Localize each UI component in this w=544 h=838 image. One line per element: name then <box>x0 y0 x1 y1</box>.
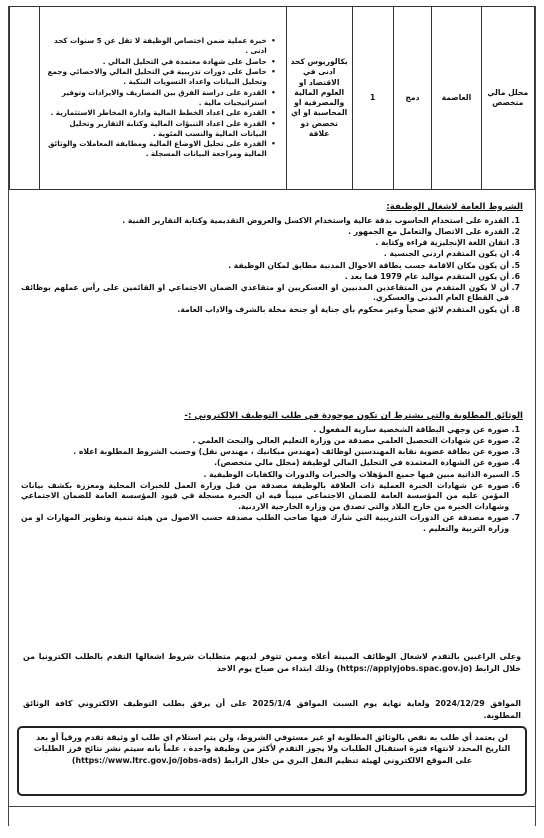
list-item: • خبرة عملية ضمن اختصاص الوظيفة لا تقل عن 5 سنوات كحد ادنى . <box>43 36 272 55</box>
list-item: 7. أن لا يكون المتقدم من المتقاعدين المدنيين او العسكريين او متقاعدي الضمان الاجتماعي او القائمين على رأس عملهم بوظائف في القطاع العام المدني والعسكري. <box>21 283 509 304</box>
section-title: الشروط العامة لاشغال الوظيفة: <box>386 202 523 212</box>
experience-list <box>43 36 282 159</box>
count-cell: 1 <box>352 7 393 190</box>
documents-list <box>21 425 523 534</box>
documents-section <box>21 411 523 535</box>
list-item: 6. أن يكون المتقدم مواليد عام 1979 فما بعد . <box>21 272 509 283</box>
list-item: 5. أن يكون مكان الاقامة حسب بطاقة الاحوال المدنية مطابق لمكان الوظيفة . <box>21 261 509 272</box>
notice-box: لن يعتمد أي طلب به نقص بالوثائق المطلوبة او غير مستوفي الشروط، ولن يتم استلام اي طلب او وثيقة تقدم ورقياً أو بعد التاريخ المحدد لانتهاء فترة استقبال الطلبات ولا يجوز التقدم لأكثر من وظيفة واحدة ، علماً بانه سيتم نشر نتائج فرز الطلبات على الموقع الالكتروني لهيئة تنظيم النقل البري من خلال الرابط (https://www.ltrc.gov.jo/jobs-ads) <box>17 726 527 796</box>
list-item: 3. اتقان اللغة الإنجليزية قراءة وكتابة . <box>21 238 509 249</box>
list-item: • حاصل على دورات تدريبية في التحليل المالي والاحصائي وجمع وتحليل البيانات واعداد التسويات البنكية . <box>43 67 272 86</box>
list-item: • القدرة على تحليل الاوضاع المالية ومطابقة المعاملات والوثائق المالية ومراجعة البيانات المسجلة . <box>43 139 272 158</box>
list-item: 8. أن يكون المتقدم لائق صحياً وغير محكوم بأي جناية أو جنحة مخلة بالشرف والاداب العامة. <box>21 305 509 316</box>
job-ad-page <box>8 6 536 826</box>
divider <box>9 806 535 807</box>
list-item: 2. صورة عن شهادات التحصيل العلمي مصدقة من وزارة التعليم العالي والبحث العلمي . <box>21 436 509 447</box>
list-item: • القدرة على اعداد التنبؤات المالية وكتابة التقارير وتحليل البيانات المالية والنسب المئوية . <box>43 119 272 138</box>
experience-cell <box>40 7 286 190</box>
list-item: 4. صورة عن الشهادة المعتمدة في التحليل المالي لوظيفة (محلل مالي متخصص). <box>21 458 509 469</box>
job-requirements-table <box>9 6 535 190</box>
empty-cell <box>10 7 40 190</box>
list-item: 7. صورة مصدقة عن الدورات التدريبية التي شارك فيها صاحب الطلب مصدقة حسب الاصول من هيئة تنمية وتطوير المهارات او من وزارة التربية والتعليم . <box>21 513 509 534</box>
list-item: • حاصل على شهادة معتمدة في التحليل المالي . <box>43 57 272 67</box>
list-item: • القدرة على دراسة الفرق بين المصاريف والايرادات وتوفير استراتيجيات مالية . <box>43 88 272 107</box>
list-item: 5. السيرة الذاتية مبين فيها جميع المؤهلات والخبرات والدورات والكفايات الوظيفية . <box>21 470 509 481</box>
list-item: 1. القدرة على استخدام الحاسوب بدقة عالية واستخدام الاكسل والعروض التقديمية وكتابة التقارير الفنية . <box>21 216 509 227</box>
location-cell: العاصمة <box>432 7 481 190</box>
general-conditions-section <box>21 202 523 316</box>
apply-paragraph: وعلى الراغبين بالتقدم لاشغال الوظائف المبينة أعلاه وممن تتوفر لديهم متطلبات شروط اشغالها التقدم بالطلب الكترونيا من خلال الرابط (https://applyjobs.spac.gov.jo) وذلك ابتداء من صباح يوم الاحد <box>23 652 521 673</box>
dates-paragraph: الموافق 2024/12/29 ولغاية نهاية يوم السبت الموافق 2025/1/4 على أن يرفق بطلب التوظيف الالكتروني كافة الوثائق المطلوبة. <box>23 699 521 720</box>
list-item: 4. ان يكون المتقدم اردني الجنسية . <box>21 249 509 260</box>
type-cell: دمج <box>393 7 432 190</box>
section-title: الوثائق المطلوبة والتي يشترط ان تكون موجودة في طلب التوظيف الالكتروني :- <box>184 411 523 421</box>
job-title-cell: محلل مالي متخصص <box>481 7 534 190</box>
qualification-cell: بكالوريوس كحد ادنى في الاقتصاد او العلوم المالية والمصرفية او المحاسبة او اي تخصص ذو علاقة <box>286 7 352 190</box>
table-row <box>10 7 535 190</box>
list-item: • القدرة على اعداد الخطط المالية وادارة المخاطر الاستثمارية . <box>43 108 272 118</box>
list-item: 3. صورة عن بطاقة عضوية نقابة المهندسين لوظائف (مهندس ميكانيك ، مهندس نقل) وحسب الشروط المطلوبة اعلاه . <box>21 447 509 458</box>
list-item: 1. صورة عن وجهي البطاقة الشخصية سارية المفعول . <box>21 425 509 436</box>
list-item: 2. القدرة على الاتصال والتعامل مع الجمهور . <box>21 227 509 238</box>
list-item: 6. صورة عن شهادات الخبرة العملية ذات العلاقة بالوظيفة مصدقة من قبل وزارة العمل للخبرات المحلية ومعززة بكشف بيانات المؤمن عليه من المؤسسة العامة للضمان الاجتماعي مبيناً فيه ان الخبرة مسجلة في قيود المؤسسة العامة للضمان الاجتماعي وشهادات الخبرة من خارج البلاد والتي تصدق من وزارة الخارجية الاردنية. <box>21 481 509 513</box>
general-conditions-list <box>21 216 523 315</box>
